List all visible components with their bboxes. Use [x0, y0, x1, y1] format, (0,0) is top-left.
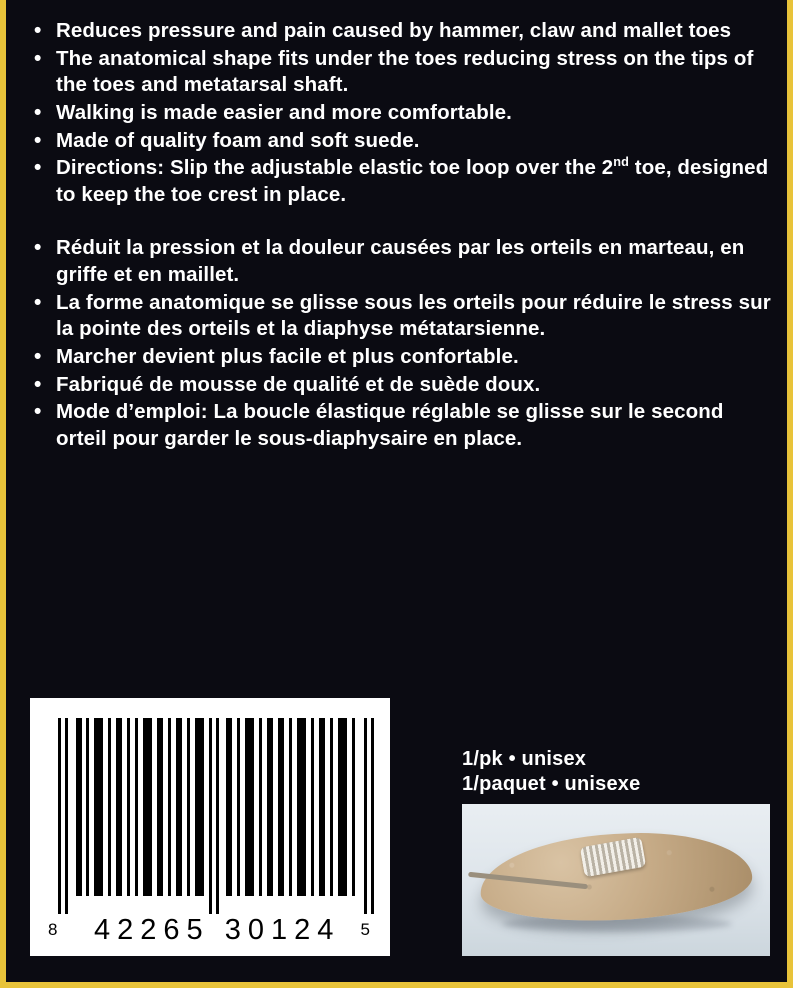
barcode-right-digit: 5	[360, 920, 370, 939]
french-bullet-list	[24, 235, 773, 452]
english-directions	[24, 155, 773, 208]
list-item: • Walking is made easier and more comfortable.	[24, 100, 773, 127]
list-item: • Fabriqué de mousse de qualité et de suède doux.	[24, 372, 773, 399]
barcode-main-digits: 42265 30124	[94, 914, 341, 946]
english-directions-prefix: Directions: Slip the adjustable elastic toe loop over the 2	[56, 156, 614, 180]
barcode-numbers	[44, 914, 376, 948]
french-directions: • Mode d’emploi: La boucle élastique réglable se glisse sur le second orteil pour garder le sous-diaphysaire en place.	[24, 399, 773, 452]
product-photo	[462, 804, 770, 956]
english-directions-suffix: toe, designed to keep the toe crest in place.	[56, 156, 769, 206]
english-bullet-list	[24, 18, 773, 208]
english-directions-ordinal: nd	[613, 154, 629, 170]
quantity-english: 1/pk • unisex	[462, 748, 587, 771]
list-item: • La forme anatomique se glisse sous les orteils pour réduire le stress sur la pointe des orteils et la diaphyse métatarsienne.	[24, 290, 773, 343]
language-divider	[24, 209, 773, 235]
list-item: • Made of quality foam and soft suede.	[24, 128, 773, 155]
list-item: • Réduit la pression et la douleur causées par les orteils en marteau, en griffe et en maillet.	[24, 235, 773, 288]
list-item: • The anatomical shape fits under the toes reducing stress on the tips of the toes and metatarsal shaft.	[24, 46, 773, 99]
quantity-and-photo	[462, 747, 772, 956]
list-item: • Reduces pressure and pain caused by hammer, claw and mallet toes	[24, 18, 773, 45]
quantity-french: 1/paquet • unisexe	[462, 772, 641, 795]
barcode-left-digit: 8	[48, 920, 58, 939]
description-content	[6, 0, 787, 453]
bottom-section	[6, 682, 787, 982]
barcode-bars	[54, 718, 368, 914]
list-item: • Marcher devient plus facile et plus confortable.	[24, 344, 773, 371]
barcode	[30, 698, 390, 956]
